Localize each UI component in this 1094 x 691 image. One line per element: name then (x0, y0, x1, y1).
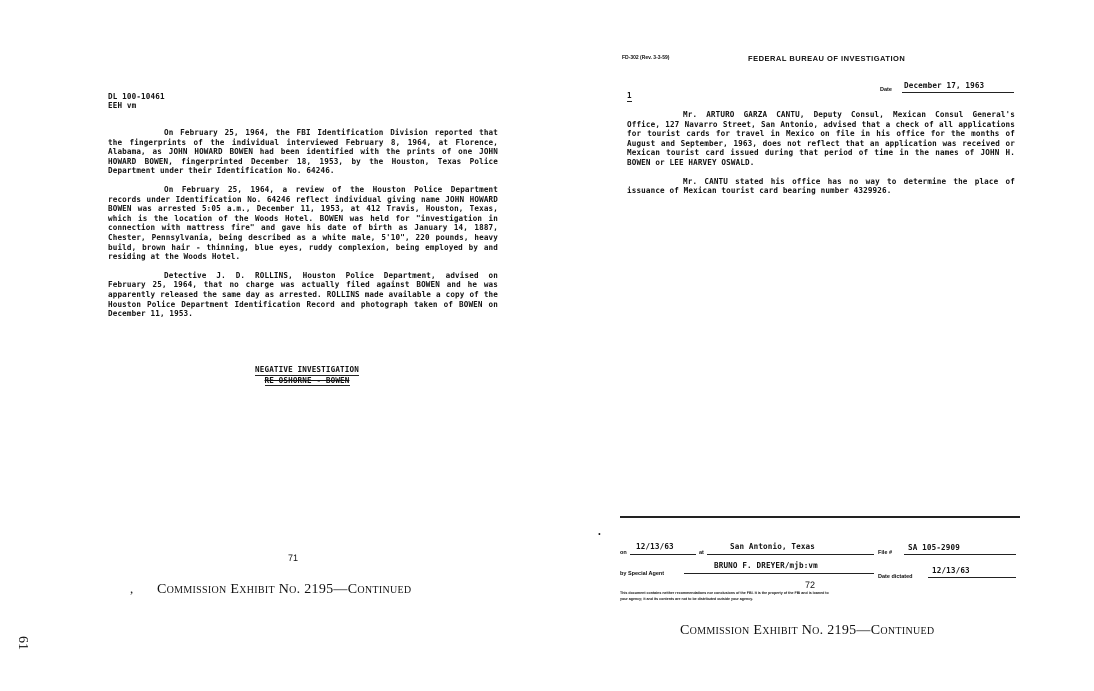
at-value: San Antonio, Texas (730, 542, 815, 551)
file-rule (904, 554, 1016, 555)
left-page-number: 71 (288, 553, 299, 563)
date-label: Date (880, 87, 892, 93)
form-number: FD-302 (Rev. 3-3-59) (622, 55, 670, 61)
dictated-rule (928, 577, 1016, 578)
footer-rule (620, 516, 1020, 518)
right-paragraph-1: Mr. ARTURO GARZA CANTU, Deputy Consul, Mexican Consul General's Office, 127 Navarro Street, San Antonio, advised that a check of all applications for tourist cards for travel in Mexico on file in his office for the months of August and September, 1963, does not reflect that an application was received or Mexican tourist card issued during that period of time in the names of JOHN H. BOWEN or LEE HARVEY OSWALD. (627, 110, 1015, 167)
at-label: at (699, 550, 704, 556)
page-marker (627, 91, 632, 102)
heading-line-1: NEGATIVE INVESTIGATION (255, 365, 359, 374)
left-paragraph-2: On February 25, 1964, a review of the Houston Police Department records under Identification No. 64246 reflect individual giving name JOHN HOWARD BOWEN was arrested 5:05 a.m., December 11, 1953, at 412 Travis, Houston, Texas, which is the location of the Woods Hotel. BOWEN was held for "investigation in connection with mattress fire" and gave his date of birth as January 14, 1887, Chester, Pennsylvania, being described as a white male, 5'10", 220 pounds, heavy build, brown hair - thinning, blue eyes, ruddy complexion, being employed by and residing at the Woods Hotel. (108, 184, 498, 262)
dictated-label: Date dictated (878, 574, 913, 580)
left-paragraph-1: On February 25, 1964, the FBI Identification Division reported that the fingerprints of the individual interviewed February 8, 1964, at Florence, Alabama, as JOHN HOWARD BOWEN had been identified with the prints of one JOHN HOWARD BOWEN, fingerprinted December 18, 1953, by the Houston, Texas Police Department under their Identification No. 64246. (108, 128, 498, 176)
disclaimer-line-2: your agency; it and its contents are not to be distributed outside your agency. (620, 597, 753, 601)
left-exhibit-caption: Commission Exhibit No. 2195—Continued (157, 582, 412, 597)
left-paragraph-3: Detective J. D. ROLLINS, Houston Police Department, advised on February 25, 1964, that no charge was actually filed against BOWEN and he was apparently released the same day as arrested. ROLLINS made available a copy of the Houston Police Department Identification Record and photograph taken of BOWEN on December 11, 1953. (108, 270, 498, 319)
right-dot: • (598, 530, 601, 539)
disclaimer-line-1: This document contains neither recommendations nor conclusions of the FBI. It is the property of the FBI and is loaned to (620, 591, 829, 595)
on-label: on (620, 550, 627, 556)
file-reference: DL 100-10461 (108, 92, 165, 101)
typist-initials: EEH vm (108, 101, 137, 110)
left-bullet: , (130, 581, 134, 596)
at-rule (707, 554, 874, 555)
agent-value: BRUNO F. DREYER/mjb:vm (714, 561, 818, 570)
agent-label: by Special Agent (620, 571, 665, 577)
agent-rule (684, 573, 874, 574)
page-marker-text: 1 (627, 91, 632, 100)
file-label: File # (878, 550, 893, 556)
date-value: December 17, 1963 (904, 81, 985, 90)
right-exhibit-caption: Commission Exhibit No. 2195—Continued (680, 623, 935, 638)
date-rule (902, 92, 1014, 93)
dictated-value: 12/13/63 (932, 566, 970, 575)
on-value: 12/13/63 (636, 542, 674, 551)
left-body (108, 128, 498, 319)
heading-line-2: RE OSHORNE - BOWEN (264, 375, 350, 385)
on-rule (630, 554, 696, 555)
margin-page-number: 61 (15, 636, 30, 650)
agency-header: FEDERAL BUREAU OF INVESTIGATION (748, 54, 906, 63)
right-paragraph-2: Mr. CANTU stated his office has no way to determine the place of issuance of Mexican tourist card bearing number 4329926. (627, 176, 1015, 196)
right-page-number: 72 (805, 580, 816, 590)
file-value: SA 105-2909 (908, 543, 960, 552)
negative-investigation-heading (242, 365, 372, 386)
right-body (627, 110, 1015, 196)
